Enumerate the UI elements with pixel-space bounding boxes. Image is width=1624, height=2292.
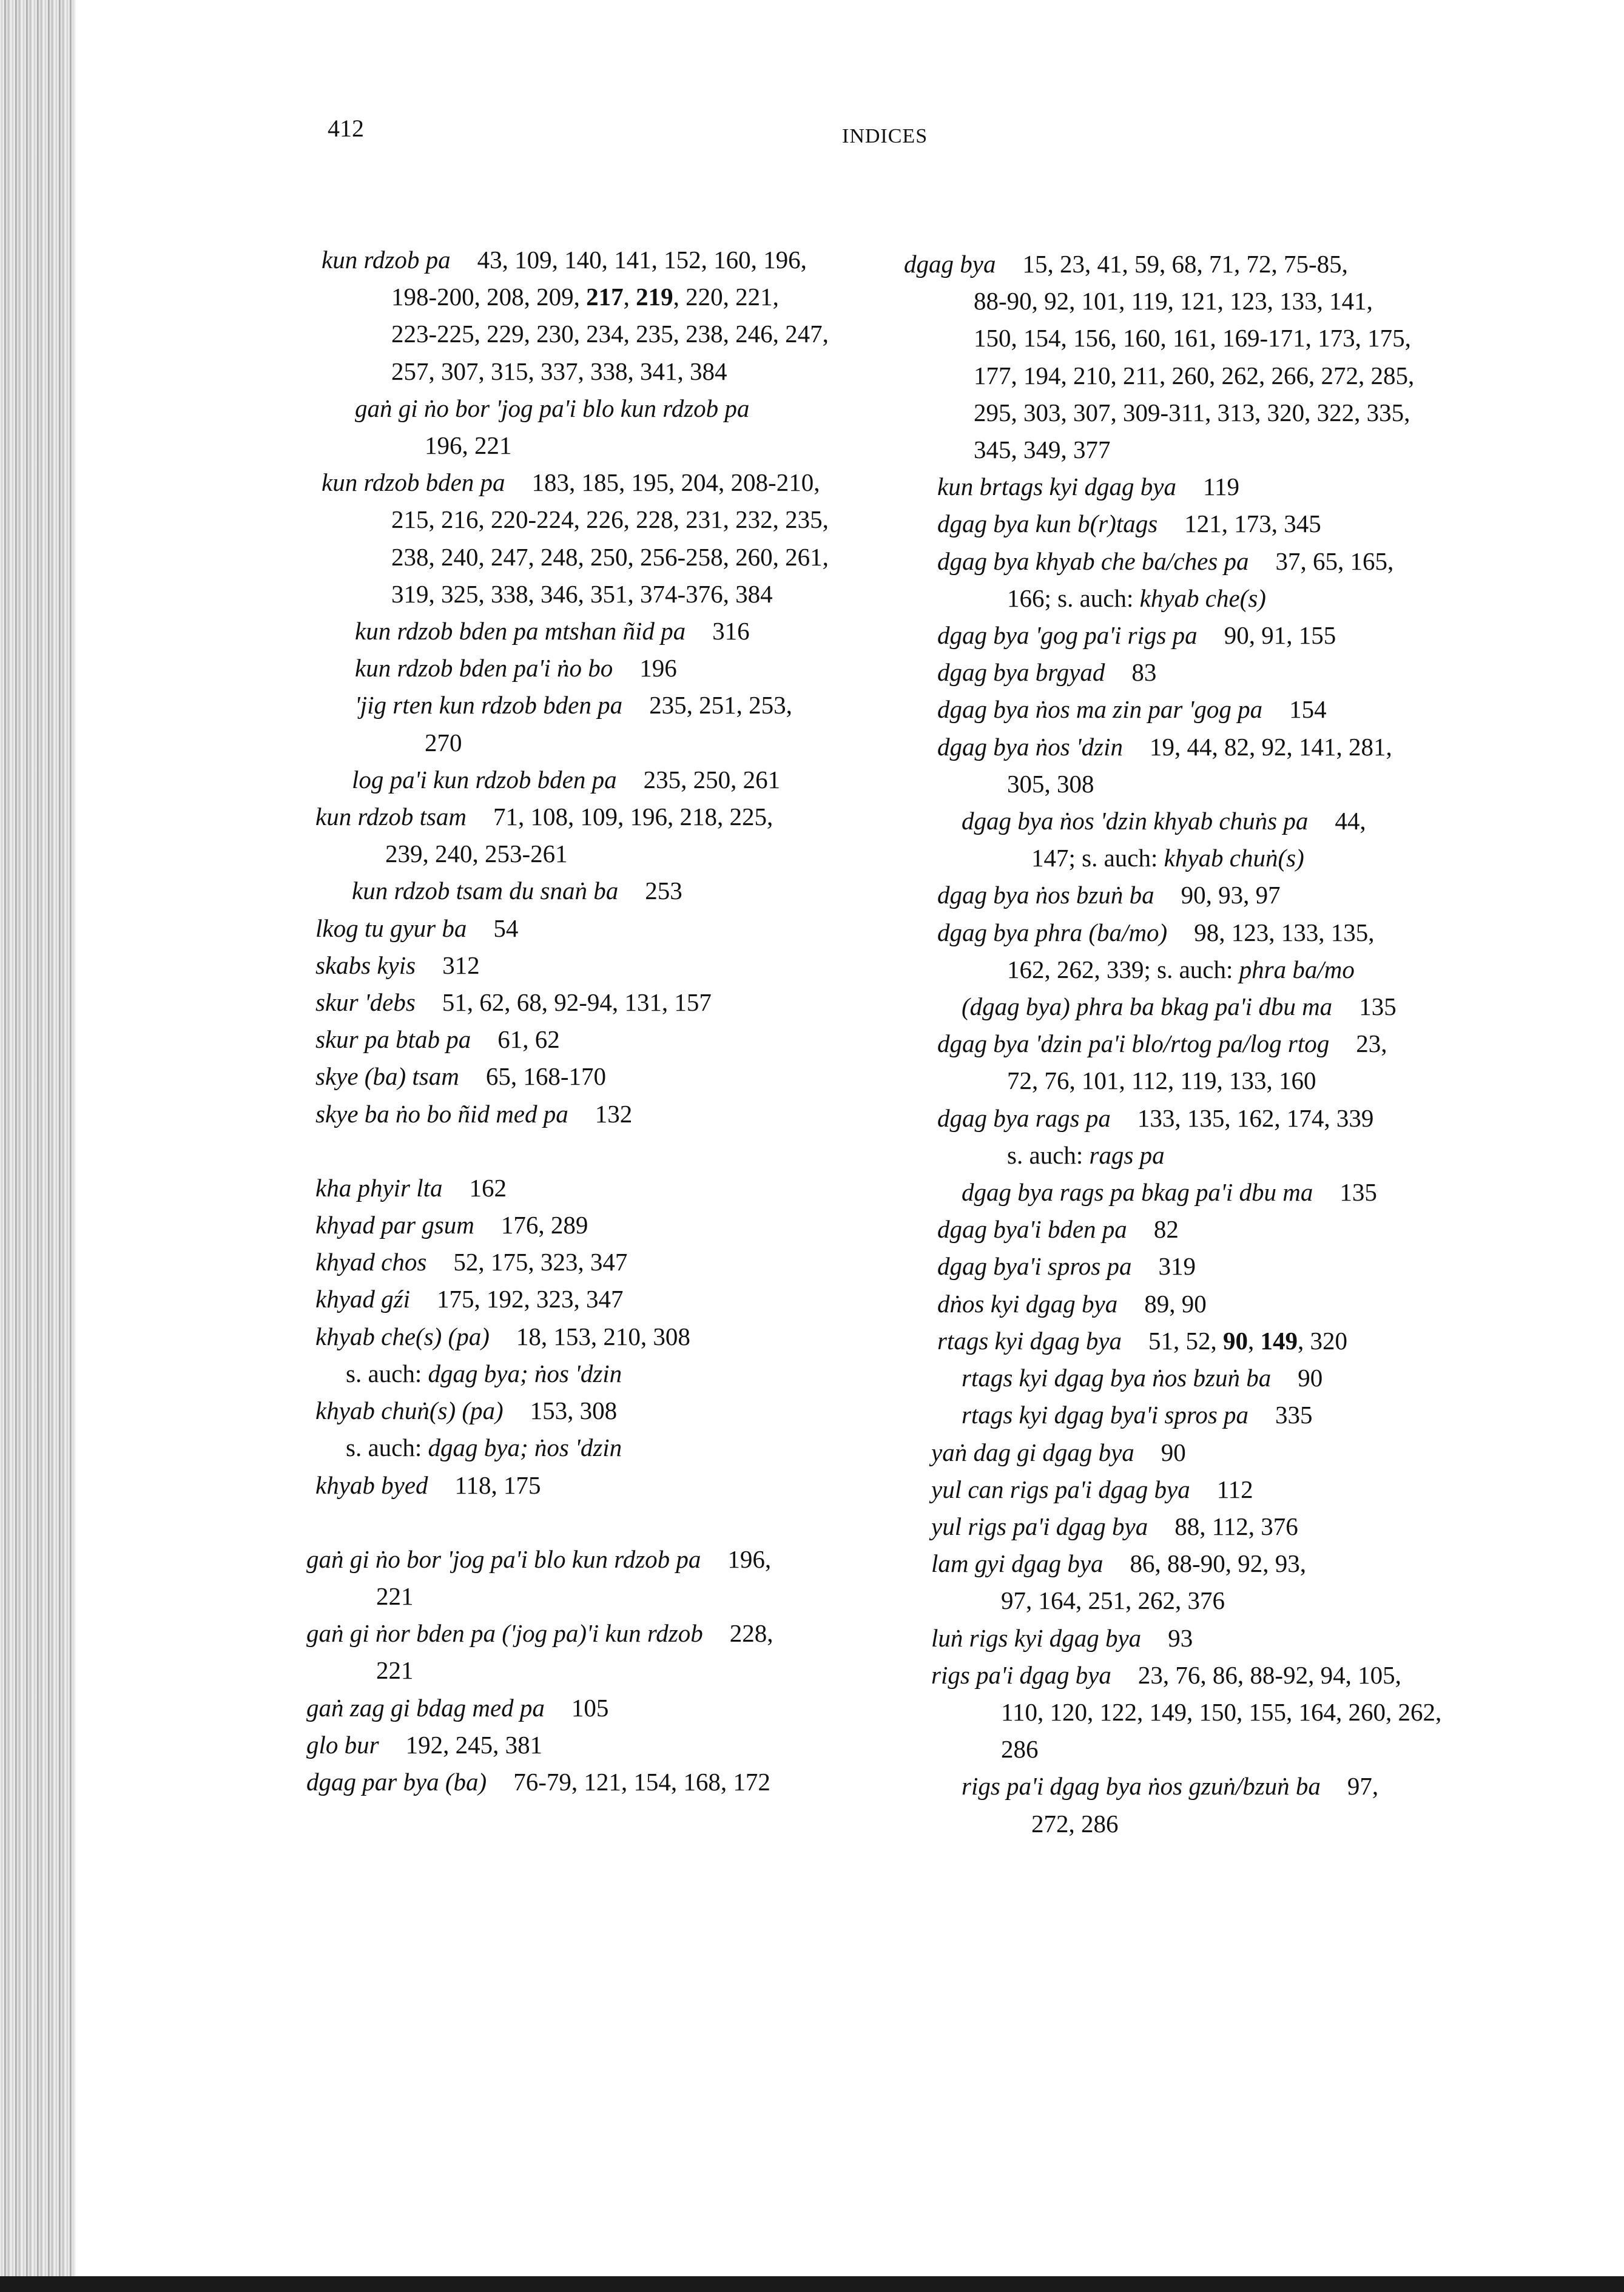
index-continuation-line — [904, 951, 1517, 988]
index-entry — [904, 1286, 1517, 1323]
index-entry-line — [291, 798, 898, 835]
page-references: 305, 308 — [1007, 769, 1094, 798]
index-continuation-line — [904, 580, 1517, 617]
index-entry-line — [904, 1545, 1517, 1582]
index-entry-line — [291, 1021, 898, 1058]
page-references: 198-200, 208, 209, 217, 219, 220, 221, — [391, 283, 779, 311]
page-references: 98, 123, 133, 135, — [1194, 918, 1375, 946]
index-entry — [904, 803, 1517, 877]
index-continuation-line — [904, 1582, 1517, 1619]
page-references: 121, 173, 345 — [1184, 510, 1321, 538]
index-continuation-line — [904, 431, 1517, 468]
index-term: gaṅ gi ṅo bor 'jog pa'i blo kun rdzob pa — [306, 1545, 701, 1573]
index-entry-line — [904, 1100, 1517, 1137]
see-also-term: rags pa — [1089, 1141, 1165, 1169]
page-references: 43, 109, 140, 141, 152, 160, 196, — [477, 246, 807, 274]
index-entry-line — [291, 1727, 898, 1764]
index-term: khyad chos — [315, 1248, 427, 1276]
index-entry-line — [904, 877, 1517, 914]
index-entry-line — [291, 1207, 898, 1244]
index-entry-line — [291, 1615, 898, 1652]
index-entry — [291, 1467, 898, 1504]
index-entry — [291, 798, 898, 872]
index-term: yul rigs pa'i dgag bya — [931, 1512, 1148, 1540]
see-also-term: khyab che(s) — [1139, 584, 1266, 612]
page-references: 18, 153, 210, 308 — [516, 1322, 690, 1350]
page-references: s. auch: — [1007, 1141, 1083, 1169]
index-term: dgag bya'i spros pa — [937, 1252, 1132, 1281]
index-continuation-line — [904, 1805, 1517, 1842]
index-term: dgag bya; ṅos 'dzin — [428, 1434, 622, 1462]
spine-edge — [73, 0, 76, 2292]
index-continuation-line — [291, 835, 898, 872]
index-continuation-line — [904, 840, 1517, 877]
see-also-label: s. auch: — [346, 1359, 428, 1387]
index-entry-line — [291, 1541, 898, 1578]
index-entry-line — [291, 1096, 898, 1133]
index-entry-line — [291, 241, 898, 278]
index-entry — [904, 505, 1517, 542]
index-entry — [291, 1690, 898, 1727]
index-term: dgag bya brgyad — [937, 658, 1105, 687]
index-continuation-line — [904, 1694, 1517, 1731]
index-entry — [904, 1620, 1517, 1657]
index-entry — [904, 1025, 1517, 1099]
index-entry — [904, 1508, 1517, 1545]
index-term: kun rdzob bden pa'i ṅo bo — [355, 654, 613, 683]
index-entry — [904, 1471, 1517, 1508]
index-term: rigs pa'i dgag bya ṅos gzuṅ/bzuṅ ba — [962, 1772, 1321, 1801]
see-also-label: s. auch: — [346, 1434, 428, 1462]
index-continuation-line — [904, 320, 1517, 357]
index-entry-line — [904, 914, 1517, 951]
page-references: 23, — [1356, 1030, 1387, 1058]
index-continuation-line — [291, 576, 898, 613]
index-entry-line — [904, 1620, 1517, 1657]
index-continuation-line — [291, 501, 898, 538]
section-gap — [291, 1504, 898, 1541]
index-entry — [291, 1429, 898, 1466]
page-references: 51, 52, 90, 149, 320 — [1148, 1326, 1348, 1355]
index-continuation-line — [291, 315, 898, 352]
page-references: 44, — [1335, 807, 1366, 835]
index-entry-line — [291, 761, 898, 798]
index-entry — [904, 1657, 1517, 1768]
index-entry — [291, 1615, 898, 1689]
index-entry — [904, 729, 1517, 803]
index-term: dgag bya rags pa bkag pa'i dbu ma — [962, 1178, 1313, 1207]
page-references: 37, 65, 165, — [1275, 547, 1394, 575]
index-continuation-line — [904, 394, 1517, 431]
index-entry-line — [291, 1392, 898, 1429]
page-references: 345, 349, 377 — [974, 436, 1111, 464]
page-references: 150, 154, 156, 160, 161, 169-171, 173, 175, — [974, 324, 1411, 352]
page-references: 221 — [376, 1582, 414, 1610]
index-entry — [904, 246, 1517, 468]
index-entry-line — [291, 687, 898, 724]
index-term: khyab byed — [315, 1471, 428, 1499]
index-term: dgag bya'i bden pa — [937, 1215, 1127, 1244]
page-references: 90 — [1161, 1438, 1186, 1466]
index-entry — [904, 1397, 1517, 1434]
index-entry — [291, 1058, 898, 1095]
page-references: 166; s. auch: — [1007, 584, 1134, 612]
index-term: gaṅ gi ṅor bden pa ('jog pa)'i kun rdzob — [306, 1619, 703, 1648]
index-entry — [291, 1281, 898, 1318]
index-entry-line — [291, 1244, 898, 1281]
page-references: 90, 91, 155 — [1224, 621, 1336, 650]
page-references: 105 — [571, 1693, 609, 1722]
index-term: skur 'debs — [315, 988, 416, 1017]
page-references: 54 — [493, 914, 519, 942]
index-entry — [904, 1323, 1517, 1360]
page-references: 89, 90 — [1144, 1289, 1207, 1318]
index-entry — [904, 1248, 1517, 1285]
page-references: 175, 192, 323, 347 — [437, 1285, 624, 1313]
index-entry — [904, 617, 1517, 654]
index-term: dgag bya ṅos ma zin par 'gog pa — [937, 695, 1263, 724]
page-references: 295, 303, 307, 309-311, 313, 320, 322, 335, — [974, 398, 1410, 426]
index-entry-line — [291, 1058, 898, 1095]
page-references: 312 — [442, 951, 480, 979]
index-entry-line — [291, 1690, 898, 1727]
index-entry-line — [291, 1170, 898, 1207]
index-entry-line — [291, 1764, 898, 1801]
index-term: skye (ba) tsam — [315, 1062, 459, 1091]
index-entry — [291, 1207, 898, 1244]
index-term: skye ba ṅo bo ñid med pa — [315, 1099, 568, 1128]
page-references: 61, 62 — [497, 1025, 560, 1054]
index-continuation-line — [291, 539, 898, 576]
book-spine-shadow — [0, 0, 73, 2292]
page-references: 257, 307, 315, 337, 338, 341, 384 — [391, 357, 727, 385]
index-continuation-line — [291, 278, 898, 315]
page-references: 19, 44, 82, 92, 141, 281, — [1150, 732, 1392, 761]
index-term: (dgag bya) phra ba bkag pa'i dbu ma — [962, 993, 1333, 1021]
page-references: 93 — [1168, 1623, 1193, 1652]
index-entry — [291, 650, 898, 687]
index-entry — [291, 1170, 898, 1207]
page-references: 228, — [729, 1619, 773, 1648]
index-term: luṅ rigs kyi dgag bya — [931, 1623, 1142, 1652]
index-term: rigs pa'i dgag bya — [931, 1660, 1111, 1689]
index-term: khyab che(s) (pa) — [315, 1322, 490, 1350]
index-entry — [291, 1541, 898, 1615]
index-entry-line — [291, 910, 898, 947]
index-entry-line — [904, 691, 1517, 728]
page-references: 270 — [425, 728, 462, 757]
index-entry — [291, 1318, 898, 1355]
see-also-term: khyab chuṅ(s) — [1164, 844, 1304, 872]
index-entry-line — [904, 729, 1517, 766]
page-references: 97, 164, 251, 262, 376 — [1001, 1586, 1225, 1615]
page-references: 238, 240, 247, 248, 250, 256-258, 260, 261, — [391, 542, 829, 571]
index-entry-line — [291, 1467, 898, 1504]
index-term: yul can rigs pa'i dgag bya — [931, 1475, 1190, 1503]
index-entry-line — [904, 617, 1517, 654]
index-term: kun rdzob tsam — [315, 803, 467, 831]
index-term: yaṅ dag gi dgag bya — [931, 1438, 1134, 1466]
index-entry-line — [904, 1323, 1517, 1360]
index-entry-line — [904, 1768, 1517, 1805]
index-entry — [291, 761, 898, 798]
index-term: kun rdzob bden pa mtshan ñid pa — [355, 617, 686, 645]
scan-bottom-edge — [0, 2276, 1624, 2292]
index-entry-line — [904, 1211, 1517, 1248]
index-term: skur pa btab pa — [315, 1025, 471, 1054]
page-references: 90 — [1298, 1364, 1323, 1392]
index-term: dṅos kyi dgag bya — [937, 1289, 1118, 1318]
index-entry-line — [904, 543, 1517, 580]
index-continuation-line — [291, 724, 898, 761]
page-references: 118, 175 — [454, 1471, 541, 1499]
index-entry-line — [904, 468, 1517, 505]
index-entry — [904, 1360, 1517, 1397]
index-term: dgag bya — [904, 250, 996, 278]
index-entry — [291, 1392, 898, 1429]
page-references: 196 — [639, 654, 677, 683]
page-references: 88-90, 92, 101, 119, 121, 123, 133, 141, — [974, 287, 1373, 315]
page-references: 119 — [1202, 473, 1239, 501]
index-continuation-line — [291, 427, 898, 464]
index-entry — [291, 984, 898, 1021]
index-entry — [291, 872, 898, 909]
index-term: rtags kyi dgag bya — [937, 1326, 1122, 1355]
page-references: 51, 62, 68, 92-94, 131, 157 — [442, 988, 712, 1017]
index-term: kun rdzob bden pa — [322, 468, 505, 497]
index-term: dgag bya ṅos 'dzin — [937, 732, 1124, 761]
index-continuation-line — [904, 357, 1517, 394]
index-entry — [291, 390, 898, 464]
index-entry-line — [904, 654, 1517, 691]
page-references: 335 — [1275, 1401, 1313, 1429]
index-term: 'jig rten kun rdzob bden pa — [355, 691, 623, 720]
index-term: dgag par bya (ba) — [306, 1767, 487, 1796]
index-term: glo bur — [306, 1730, 379, 1759]
index-term: khyad gźi — [315, 1285, 410, 1313]
index-term: skabs kyis — [315, 951, 416, 979]
index-term: gaṅ gi ṅo bor 'jog pa'i blo kun rdzob pa — [355, 394, 750, 422]
index-entry — [904, 1211, 1517, 1248]
index-entry-line — [904, 246, 1517, 283]
index-term: khyab chuṅ(s) (pa) — [315, 1397, 504, 1425]
index-term: dgag bya ṅos 'dzin khyab chuṅs pa — [962, 807, 1309, 835]
page-references: 135 — [1359, 993, 1397, 1021]
index-entry-line — [291, 464, 898, 501]
page-references: 319, 325, 338, 346, 351, 374-376, 384 — [391, 579, 773, 608]
section-gap — [291, 1133, 898, 1170]
index-entry — [904, 914, 1517, 988]
index-entry — [291, 1764, 898, 1801]
running-head: INDICES — [842, 125, 928, 147]
index-term: log pa'i kun rdzob bden pa — [352, 765, 617, 794]
index-entry-line — [291, 1429, 898, 1466]
index-entry-line — [904, 1286, 1517, 1323]
index-entry — [904, 1174, 1517, 1211]
index-term: dgag bya 'dzin pa'i blo/rtog pa/log rtog — [937, 1030, 1330, 1058]
index-entry — [291, 947, 898, 984]
index-entry-line — [904, 1397, 1517, 1434]
page-references: 72, 76, 101, 112, 119, 133, 160 — [1007, 1067, 1316, 1095]
index-entry — [291, 687, 898, 761]
page-references: 112 — [1216, 1475, 1253, 1503]
index-entry-line — [291, 1355, 898, 1392]
index-entry — [291, 1727, 898, 1764]
page-references: 272, 286 — [1031, 1809, 1119, 1838]
page-references: 162, 262, 339; s. auch: — [1007, 955, 1233, 983]
page-references: 316 — [712, 617, 750, 645]
page-references: 23, 76, 86, 88-92, 94, 105, — [1137, 1660, 1401, 1689]
page-references: 177, 194, 210, 211, 260, 262, 266, 272, 285, — [974, 361, 1415, 389]
index-entry — [291, 613, 898, 650]
index-entry-line — [904, 1508, 1517, 1545]
page-references: 196, — [727, 1545, 772, 1573]
page-references: 82 — [1153, 1215, 1179, 1244]
index-term: gaṅ zag gi bdag med pa — [306, 1693, 545, 1722]
page-references: 110, 120, 122, 149, 150, 155, 164, 260, 262, — [1001, 1697, 1442, 1726]
index-column-left — [291, 241, 898, 1801]
index-entry — [904, 988, 1517, 1025]
page-references: 196, 221 — [425, 431, 512, 460]
page-references: 133, 135, 162, 174, 339 — [1137, 1104, 1374, 1132]
index-entry — [904, 1434, 1517, 1471]
index-term: kun brtags kyi dgag bya — [937, 473, 1176, 501]
index-term: lkog tu gyur ba — [315, 914, 467, 942]
see-also-term: phra ba/mo — [1239, 955, 1355, 983]
index-entry-line — [291, 1281, 898, 1318]
index-term: khyad par gsum — [315, 1211, 474, 1239]
page-references: 235, 251, 253, — [649, 691, 792, 720]
page-references: 176, 289 — [500, 1211, 588, 1239]
index-entry-line — [904, 1025, 1517, 1062]
page-number: 412 — [328, 115, 364, 142]
index-entry — [291, 1355, 898, 1392]
index-term: rtags kyi dgag bya ṅos bzuṅ ba — [962, 1364, 1272, 1392]
index-entry-line — [291, 390, 898, 427]
page-references: 183, 185, 195, 204, 208-210, — [531, 468, 820, 497]
index-continuation-line — [291, 353, 898, 390]
index-entry-line — [904, 988, 1517, 1025]
index-term: kha phyir lta — [315, 1173, 443, 1202]
page-references: 65, 168-170 — [485, 1062, 606, 1091]
index-entry-line — [291, 1318, 898, 1355]
index-entry — [291, 464, 898, 613]
page-references: 83 — [1131, 658, 1157, 687]
page-references: 52, 175, 323, 347 — [453, 1248, 628, 1276]
page-references: 153, 308 — [530, 1397, 618, 1425]
index-term: dgag bya khyab che ba/ches pa — [937, 547, 1249, 575]
index-entry-line — [291, 872, 898, 909]
index-entry-line — [904, 1471, 1517, 1508]
index-term: dgag bya ṅos bzuṅ ba — [937, 881, 1154, 909]
index-entry — [291, 910, 898, 947]
index-entry-line — [291, 947, 898, 984]
page-references: 223-225, 229, 230, 234, 235, 238, 246, 247, — [391, 320, 829, 348]
page-references: 162 — [469, 1173, 507, 1202]
index-entry-line — [904, 1360, 1517, 1397]
index-entry-line — [904, 505, 1517, 542]
page-references: 215, 216, 220-224, 226, 228, 231, 232, 235, — [391, 505, 829, 534]
index-term: dgag bya kun b(r)tags — [937, 510, 1158, 538]
page-references: 97, — [1347, 1772, 1379, 1801]
page-references: 221 — [376, 1656, 414, 1685]
index-continuation-line — [904, 1137, 1517, 1174]
index-entry — [904, 1768, 1517, 1842]
index-continuation-line — [291, 1652, 898, 1689]
index-entry-line — [291, 984, 898, 1021]
index-entry — [904, 654, 1517, 691]
index-entry — [904, 1100, 1517, 1174]
page-references: 15, 23, 41, 59, 68, 71, 72, 75-85, — [1022, 250, 1348, 278]
index-term: dgag bya; ṅos 'dzin — [428, 1359, 622, 1387]
page-references: 286 — [1001, 1735, 1039, 1764]
index-entry-line — [904, 1434, 1517, 1471]
page-references: 239, 240, 253-261 — [385, 840, 568, 868]
page-references: 253 — [645, 877, 682, 905]
index-term: dgag bya 'gog pa'i rigs pa — [937, 621, 1198, 650]
index-entry-line — [291, 613, 898, 650]
index-continuation-line — [904, 1062, 1517, 1099]
page-references: 135 — [1339, 1178, 1377, 1207]
index-term: kun rdzob tsam du snaṅ ba — [352, 877, 619, 905]
index-term: rtags kyi dgag bya'i spros pa — [962, 1401, 1249, 1429]
index-term: kun rdzob pa — [322, 246, 451, 274]
index-continuation-line — [904, 766, 1517, 803]
page-references: 90, 93, 97 — [1181, 881, 1281, 909]
index-entry — [291, 1021, 898, 1058]
page-references: 235, 250, 261 — [643, 765, 781, 794]
page-references: 147; s. auch: — [1031, 844, 1158, 872]
index-term: dgag bya phra (ba/mo) — [937, 918, 1168, 946]
index-entry — [291, 1244, 898, 1281]
index-entry-line — [291, 650, 898, 687]
page-references: 88, 112, 376 — [1174, 1512, 1298, 1540]
index-entry — [904, 877, 1517, 914]
page-references: 132 — [595, 1099, 633, 1128]
page-references: 76-79, 121, 154, 168, 172 — [513, 1767, 770, 1796]
index-entry — [904, 468, 1517, 505]
index-continuation-line — [291, 1578, 898, 1615]
index-continuation-line — [904, 1731, 1517, 1768]
index-term: lam gyi dgag bya — [931, 1549, 1103, 1578]
index-entry-line — [904, 803, 1517, 840]
index-entry — [904, 1545, 1517, 1619]
index-entry-line — [904, 1657, 1517, 1694]
page-references: 319 — [1158, 1252, 1196, 1281]
index-entry-line — [904, 1248, 1517, 1285]
index-entry — [904, 543, 1517, 617]
index-entry — [291, 241, 898, 390]
index-column-right — [904, 246, 1517, 1842]
page-references: 192, 245, 381 — [405, 1730, 543, 1759]
index-entry — [291, 1096, 898, 1133]
page-references: 71, 108, 109, 196, 218, 225, — [493, 803, 773, 831]
page-references: 154 — [1289, 695, 1327, 724]
index-entry — [904, 691, 1517, 728]
index-continuation-line — [904, 283, 1517, 320]
index-term: dgag bya rags pa — [937, 1104, 1111, 1132]
page-references: 86, 88-90, 92, 93, — [1130, 1549, 1306, 1578]
index-entry-line — [904, 1174, 1517, 1211]
